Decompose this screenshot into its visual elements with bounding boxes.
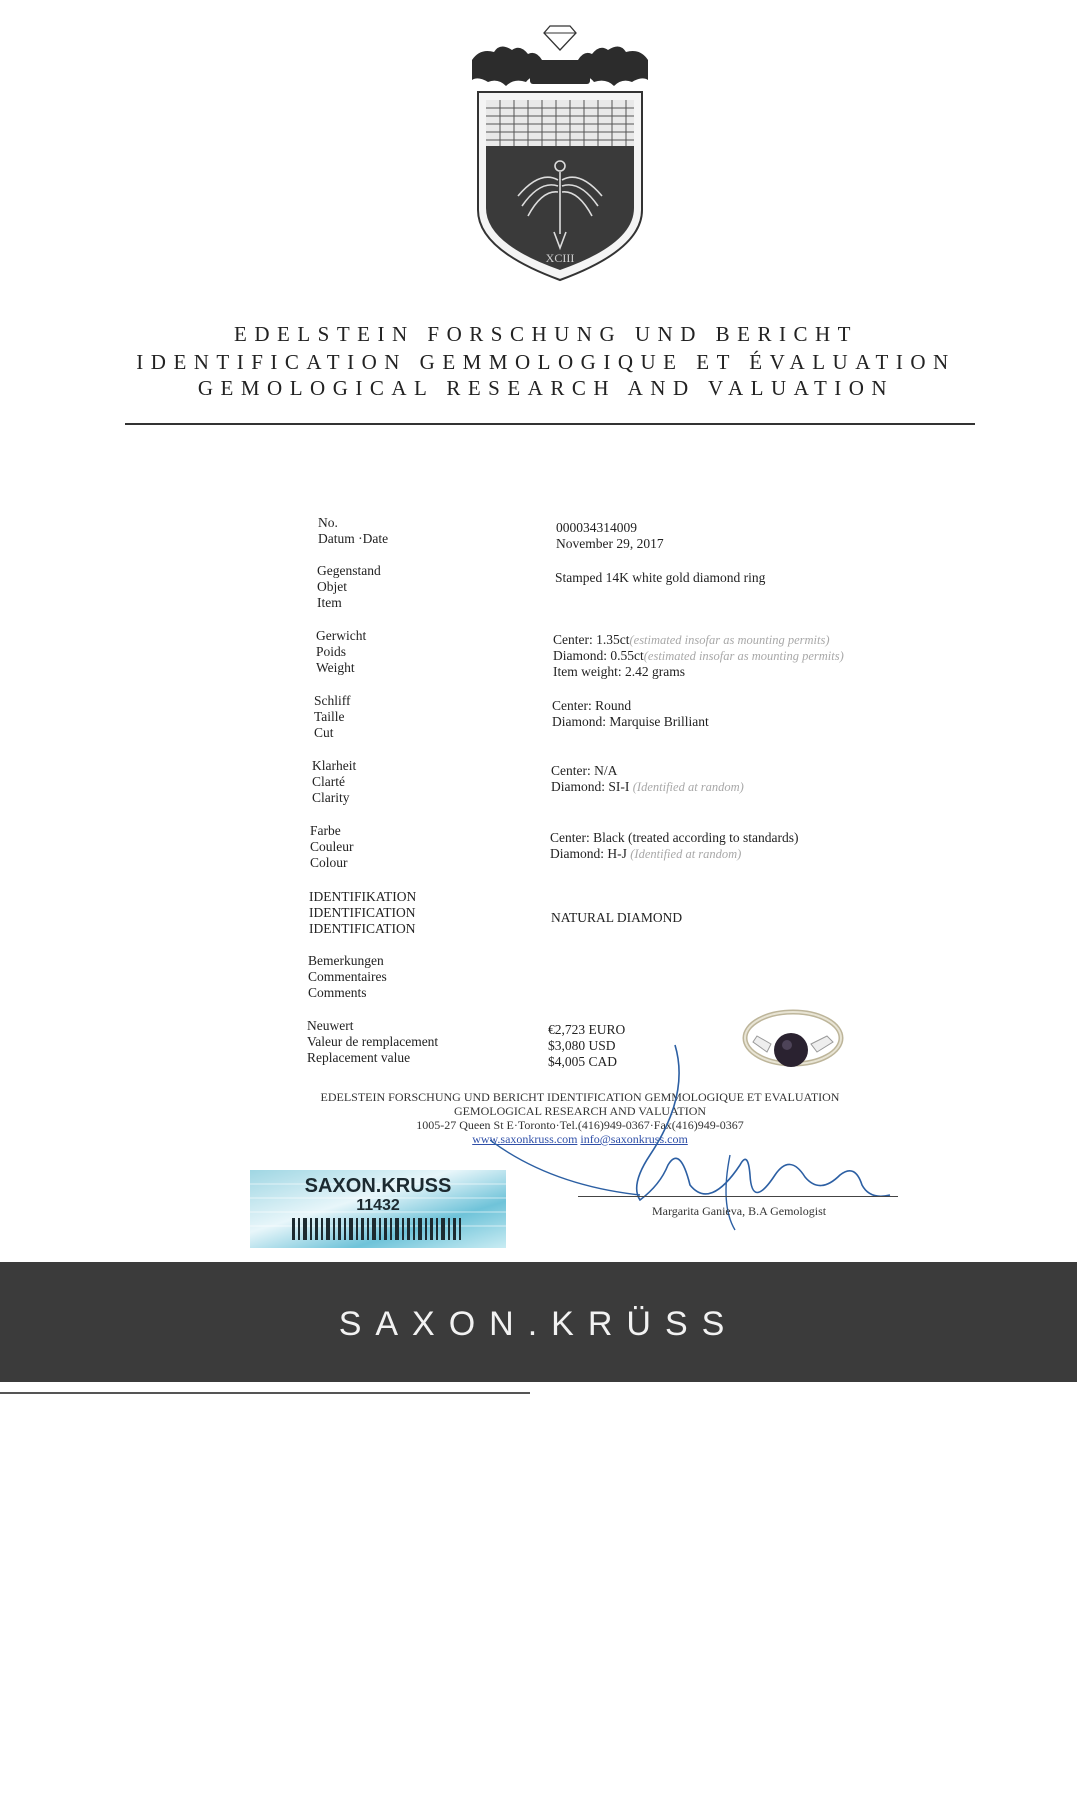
label-replacement-en: Replacement value xyxy=(307,1050,411,1065)
value-weight-diamond: Diamond: 0.55ct(estimated insofar as mounting permits) xyxy=(553,648,844,663)
value-replacement-cad: $4,005 CAD xyxy=(548,1054,618,1069)
label-item-en: Item xyxy=(317,595,342,610)
value-number: 000034314009 xyxy=(556,520,637,535)
crest-logo xyxy=(470,20,650,300)
label-comments-de: Bemerkungen xyxy=(308,953,384,968)
label-date: Datum ·Date xyxy=(318,531,389,546)
label-weight-en: Weight xyxy=(316,660,355,675)
diamond-icon xyxy=(544,26,576,50)
label-item-de: Gegenstand xyxy=(317,563,381,578)
value-clarity-center: Center: N/A xyxy=(551,763,618,778)
hologram-sticker xyxy=(250,1170,506,1248)
hologram-brand: SAXON.KRUSS xyxy=(304,1175,452,1197)
value-weight-center: Center: 1.35ct(estimated insofar as mounting permits) xyxy=(553,632,830,647)
label-colour-fr: Couleur xyxy=(310,839,354,854)
label-number: No. xyxy=(318,515,338,530)
header-line-french: IDENTIFICATION GEMMOLOGIQUE ET ÉVALUATION xyxy=(136,350,956,374)
crest-numeral: XCIII xyxy=(545,251,575,265)
note-clarity: (Identified at random) xyxy=(632,780,744,794)
header-divider xyxy=(125,423,975,425)
label-identification-de: IDENTIFIKATION xyxy=(309,889,417,904)
value-identification: NATURAL DIAMOND xyxy=(551,910,683,925)
label-comments-en: Comments xyxy=(308,985,367,1000)
note-colour: (Identified at random) xyxy=(630,847,742,861)
signature-line xyxy=(578,1196,898,1197)
label-clarity-fr: Clarté xyxy=(312,774,345,789)
label-item-fr: Objet xyxy=(317,579,347,594)
email-link[interactable]: info@saxonkruss.com xyxy=(580,1132,688,1146)
brand-name: SAXON.KRÜSS xyxy=(338,1305,739,1343)
cut-line xyxy=(0,1392,530,1394)
shield-icon xyxy=(478,92,642,280)
footer-line-1: EDELSTEIN FORSCHUNG UND BERICHT IDENTIFICATION GEMMOLOGIQUE ET EVALUATION xyxy=(320,1090,840,1104)
label-comments-fr: Commentaires xyxy=(308,969,387,984)
label-cut-de: Schliff xyxy=(314,693,351,708)
label-colour-en: Colour xyxy=(310,855,348,870)
label-colour-de: Farbe xyxy=(310,823,341,838)
footer-line-2: GEMOLOGICAL RESEARCH AND VALUATION xyxy=(453,1104,707,1118)
signature-caption: Margarita Ganieva, B.A Gemologist xyxy=(652,1204,827,1218)
header-line-english: GEMOLOGICAL RESEARCH AND VALUATION xyxy=(197,376,895,400)
value-cut-center: Center: Round xyxy=(552,698,632,713)
value-item: Stamped 14K white gold diamond ring xyxy=(555,570,766,585)
label-identification-en: IDENTIFICATION xyxy=(309,921,416,936)
value-replacement-eur: €2,723 EURO xyxy=(548,1022,626,1037)
value-replacement-usd: $3,080 USD xyxy=(548,1038,616,1053)
label-cut-en: Cut xyxy=(314,725,334,740)
value-clarity-diamond: Diamond: SI-I (Identified at random) xyxy=(551,779,744,794)
label-weight-de: Gerwicht xyxy=(316,628,367,643)
header-line-german: EDELSTEIN FORSCHUNG UND BERICHT xyxy=(234,322,858,346)
griffins-icon xyxy=(472,46,648,86)
label-identification-fr: IDENTIFICATION xyxy=(309,905,416,920)
value-cut-diamond: Diamond: Marquise Brilliant xyxy=(552,714,709,729)
hologram-number: 11432 xyxy=(356,1197,400,1214)
value-colour-center: Center: Black (treated according to standards) xyxy=(550,830,799,845)
value-item-weight: Item weight: 2.42 grams xyxy=(553,664,685,679)
value-colour-diamond: Diamond: H-J (Identified at random) xyxy=(550,846,742,861)
label-replacement-de: Neuwert xyxy=(307,1018,354,1033)
label-clarity-de: Klarheit xyxy=(312,758,357,773)
note-weight-diamond: (estimated insofar as mounting permits) xyxy=(643,649,844,663)
label-replacement-fr: Valeur de remplacement xyxy=(307,1034,439,1049)
label-cut-fr: Taille xyxy=(314,709,345,724)
website-link[interactable]: www.saxonkruss.com xyxy=(472,1132,578,1146)
label-clarity-en: Clarity xyxy=(312,790,350,805)
footer-address: 1005-27 Queen St E·Toronto·Tel.(416)949-0367·Fax(416)949-0367 xyxy=(416,1118,744,1132)
label-weight-fr: Poids xyxy=(316,644,347,659)
note-weight-center: (estimated insofar as mounting permits) xyxy=(629,633,830,647)
value-date: November 29, 2017 xyxy=(556,536,664,551)
